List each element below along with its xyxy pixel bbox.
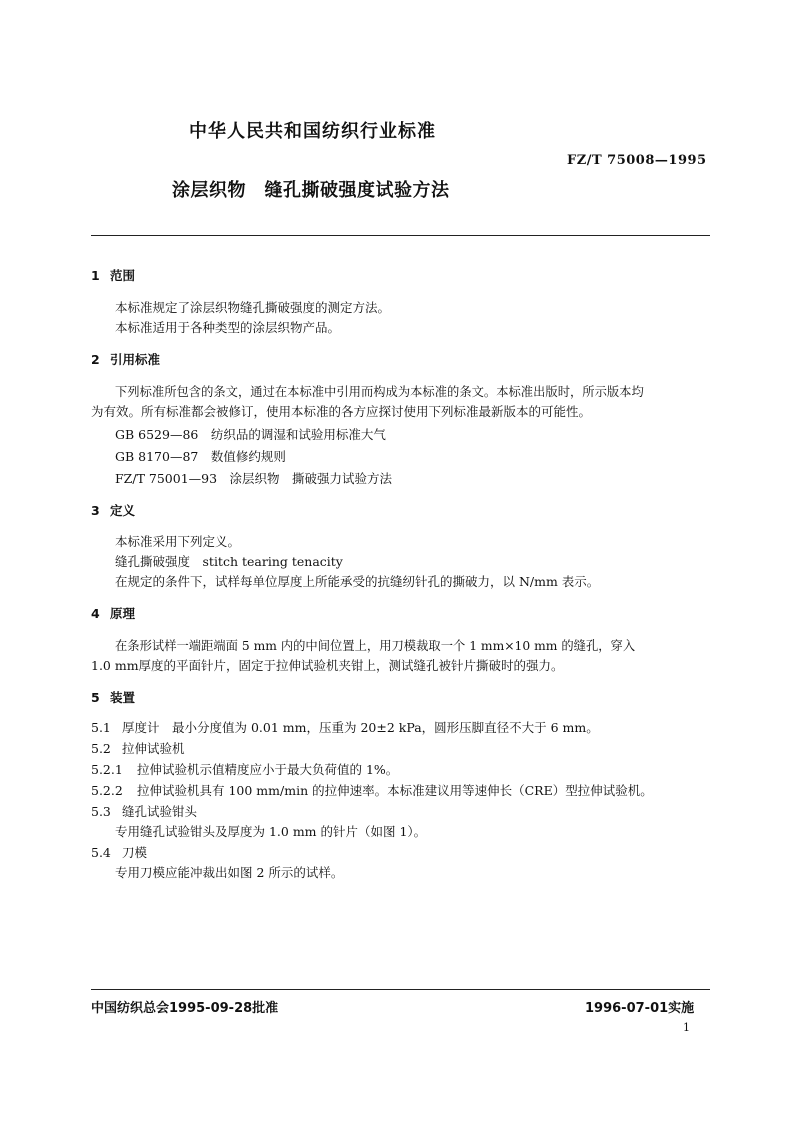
page-number: 1: [683, 1021, 690, 1034]
footer-rule: [91, 989, 710, 990]
clause-number: 5.3: [91, 804, 111, 819]
section-2-paragraph-line-2: 为有效。所有标准都会被修订，使用本标准的各方应探讨使用下列标准最新版本的可能性。: [91, 404, 592, 419]
section-4-paragraph-line-1: 在条形试样一端距端面 5 mm 内的中间位置上，用刀模裁取一个 1 mm×10 mm 的缝孔，穿入: [115, 639, 636, 653]
section-4-title: 原理: [110, 606, 136, 621]
section-1-paragraph-2: 本标准适用于各种类型的涂层织物产品。: [115, 320, 341, 335]
section-3-title: 定义: [110, 503, 136, 518]
header-rule: [91, 235, 710, 236]
section-1-paragraph-1: 本标准规定了涂层织物缝孔撕破强度的测定方法。: [115, 300, 391, 315]
definition-term: 缝孔撕破强度 stitch tearing tenacity: [115, 554, 343, 569]
effective-date: 1996-07-01实施: [585, 1001, 695, 1016]
org-title: 中华人民共和国纺织行业标准: [189, 121, 436, 142]
section-5-number: 5: [91, 690, 100, 705]
section-4-paragraph-line-2: 1.0 mm厚度的平面针片，固定于拉伸试验机夹钳上，测试缝孔被针片撕破时的强力。: [91, 658, 564, 673]
section-4-number: 4: [91, 606, 100, 621]
section-3-paragraph-1: 本标准采用下列定义。: [115, 534, 241, 549]
section-2-title: 引用标准: [110, 352, 161, 367]
reference-item: GB 6529—86 纺织品的调湿和试验用标准大气: [115, 427, 386, 442]
clause-text: 厚度计 最小分度值为 0.01 mm，压重为 20±2 kPa，圆形压脚直径不大于 6 mm。: [122, 720, 599, 735]
clause-number: 5.2.1: [91, 762, 123, 777]
clause-5-4-body: 专用刀模应能冲裁出如图 2 所示的试样。: [115, 865, 344, 880]
clause-text: 拉伸试验机示值精度应小于最大负荷值的 1%。: [137, 762, 399, 777]
clause-text: 拉伸试验机具有 100 mm/min 的拉伸速率。本标准建议用等速伸长（CRE）型拉伸试验机。: [137, 783, 653, 798]
section-2-paragraph-line-1: 下列标准所包含的条文，通过在本标准中引用而构成为本标准的条文。本标准出版时，所示版本均: [115, 385, 644, 399]
clause-text: 缝孔试验钳头: [122, 804, 198, 819]
section-1-title: 范围: [110, 268, 136, 283]
reference-item: GB 8170—87 数值修约规则: [115, 449, 286, 464]
standard-number: FZ/T 75008—1995: [567, 153, 707, 168]
clause-number: 5.1: [91, 720, 111, 735]
clause-number: 5.4: [91, 845, 111, 860]
approval-line: 中国纺织总会1995-09-28批准: [91, 1001, 279, 1016]
clause-number: 5.2.2: [91, 783, 123, 798]
clause-text: 拉伸试验机: [122, 741, 185, 756]
reference-item: FZ/T 75001—93 涂层织物 撕破强力试验方法: [115, 471, 393, 486]
clause-5-3-body: 专用缝孔试验钳头及厚度为 1.0 mm 的针片（如图 1）。: [115, 824, 427, 839]
section-3-number: 3: [91, 503, 100, 518]
clause-text: 刀模: [122, 845, 148, 860]
section-2-number: 2: [91, 352, 100, 367]
section-5-title: 装置: [110, 690, 136, 705]
section-3-paragraph-2: 在规定的条件下，试样每单位厚度上所能承受的抗缝纫针孔的撕破力，以 N/mm 表示。: [115, 574, 600, 589]
section-1-number: 1: [91, 268, 100, 283]
clause-number: 5.2: [91, 741, 111, 756]
document-title: 涂层织物 缝孔撕破强度试验方法: [172, 180, 450, 201]
